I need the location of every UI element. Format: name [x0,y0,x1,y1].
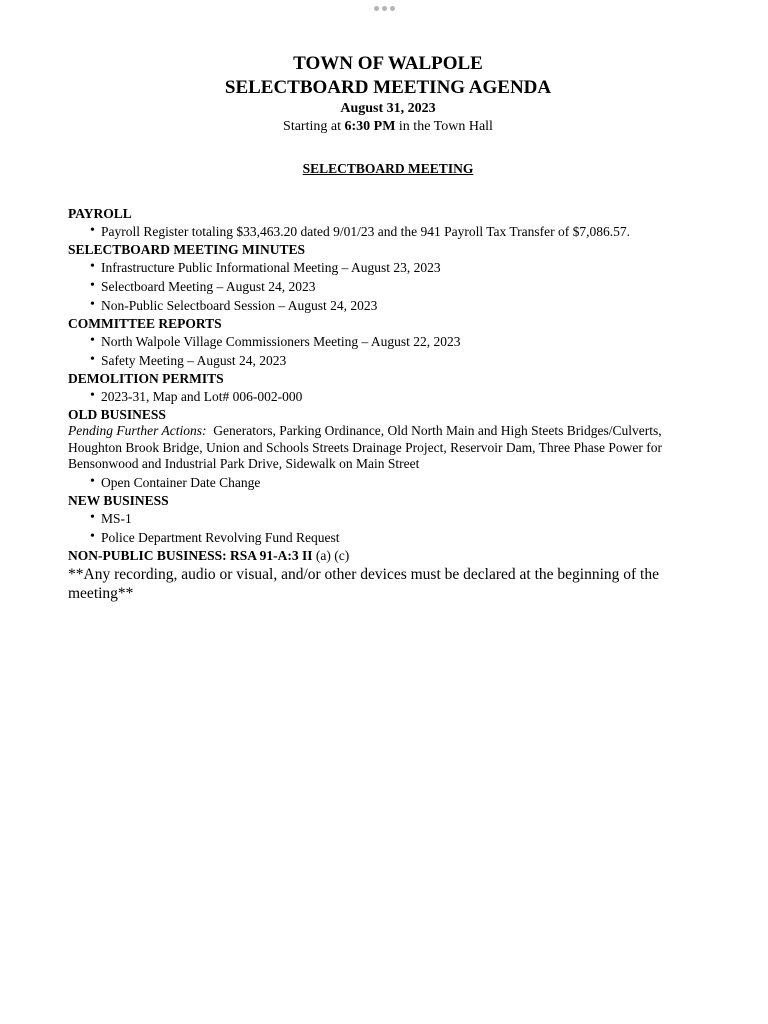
section-demolition-heading: DEMOLITION PERMITS [68,371,224,386]
non-public-suffix: (a) (c) [312,547,350,563]
meeting-title: SELECTBOARD MEETING [302,161,474,176]
demolition-list [68,387,708,406]
agenda-title: SELECTBOARD MEETING AGENDA [224,77,552,98]
section-old-business-heading: OLD BUSINESS [68,407,166,422]
non-public-heading: NON-PUBLIC BUSINESS: RSA 91-A:3 II [68,547,313,563]
new-business-list [68,509,708,547]
list-item: • Police Department Revolving Fund Request [68,528,708,547]
dot [382,6,387,11]
start-suffix: in the Town Hall [395,119,493,134]
list-item: • North Walpole Village Commissioners Meeting – August 22, 2023 [68,332,708,351]
minutes-list [68,258,708,315]
old-business-list [68,473,708,492]
section-committee-heading: COMMITTEE REPORTS [68,316,222,331]
section-payroll-heading: PAYROLL [68,206,132,221]
recording-notice: **Any recording, audio or visual, and/or other devices must be declared at the beginning of the meeting** [68,565,659,602]
list-item: • Payroll Register totaling $33,463.20 dated 9/01/23 and the 941 Payroll Tax Transfer of $7,086.57. [68,222,708,241]
list-item: • Selectboard Meeting – August 24, 2023 [68,277,708,296]
pending-actions-paragraph [68,423,708,473]
payroll-list [68,222,708,241]
start-prefix: Starting at [283,119,345,134]
town-name: TOWN OF WALPOLE [293,53,483,74]
dot [390,6,395,11]
list-item: • Non-Public Selectboard Session – August 24, 2023 [68,296,708,315]
more-options-icon[interactable] [0,6,768,11]
list-item: • Safety Meeting – August 24, 2023 [68,351,708,370]
pending-text: Generators, Parking Ordinance, Old North Main and High Steets Bridges/Culverts, Houghton Brook Bridge, Union and Schools Streets Drainage Project, Reservoir Dam, Three Phase Power for Bensonwood and Industrial Park Drive, Sidewalk on Main Street [68,423,666,471]
start-line [68,118,708,136]
pending-label: Pending Further Actions: [68,423,207,438]
list-item: • MS-1 [68,509,708,528]
agenda-document [68,52,708,603]
list-item: • Infrastructure Public Informational Meeting – August 23, 2023 [68,258,708,277]
start-time: 6:30 PM [344,119,396,134]
section-non-public [68,547,708,564]
agenda-header [68,52,708,178]
list-item: • 2023-31, Map and Lot# 006-002-000 [68,387,708,406]
section-minutes-heading: SELECTBOARD MEETING MINUTES [68,242,306,257]
meeting-date: August 31, 2023 [340,101,436,116]
list-item: • Open Container Date Change [68,473,708,492]
agenda-sections [68,205,708,603]
section-new-business-heading: NEW BUSINESS [68,492,169,508]
committee-list [68,332,708,370]
dot [374,6,379,11]
